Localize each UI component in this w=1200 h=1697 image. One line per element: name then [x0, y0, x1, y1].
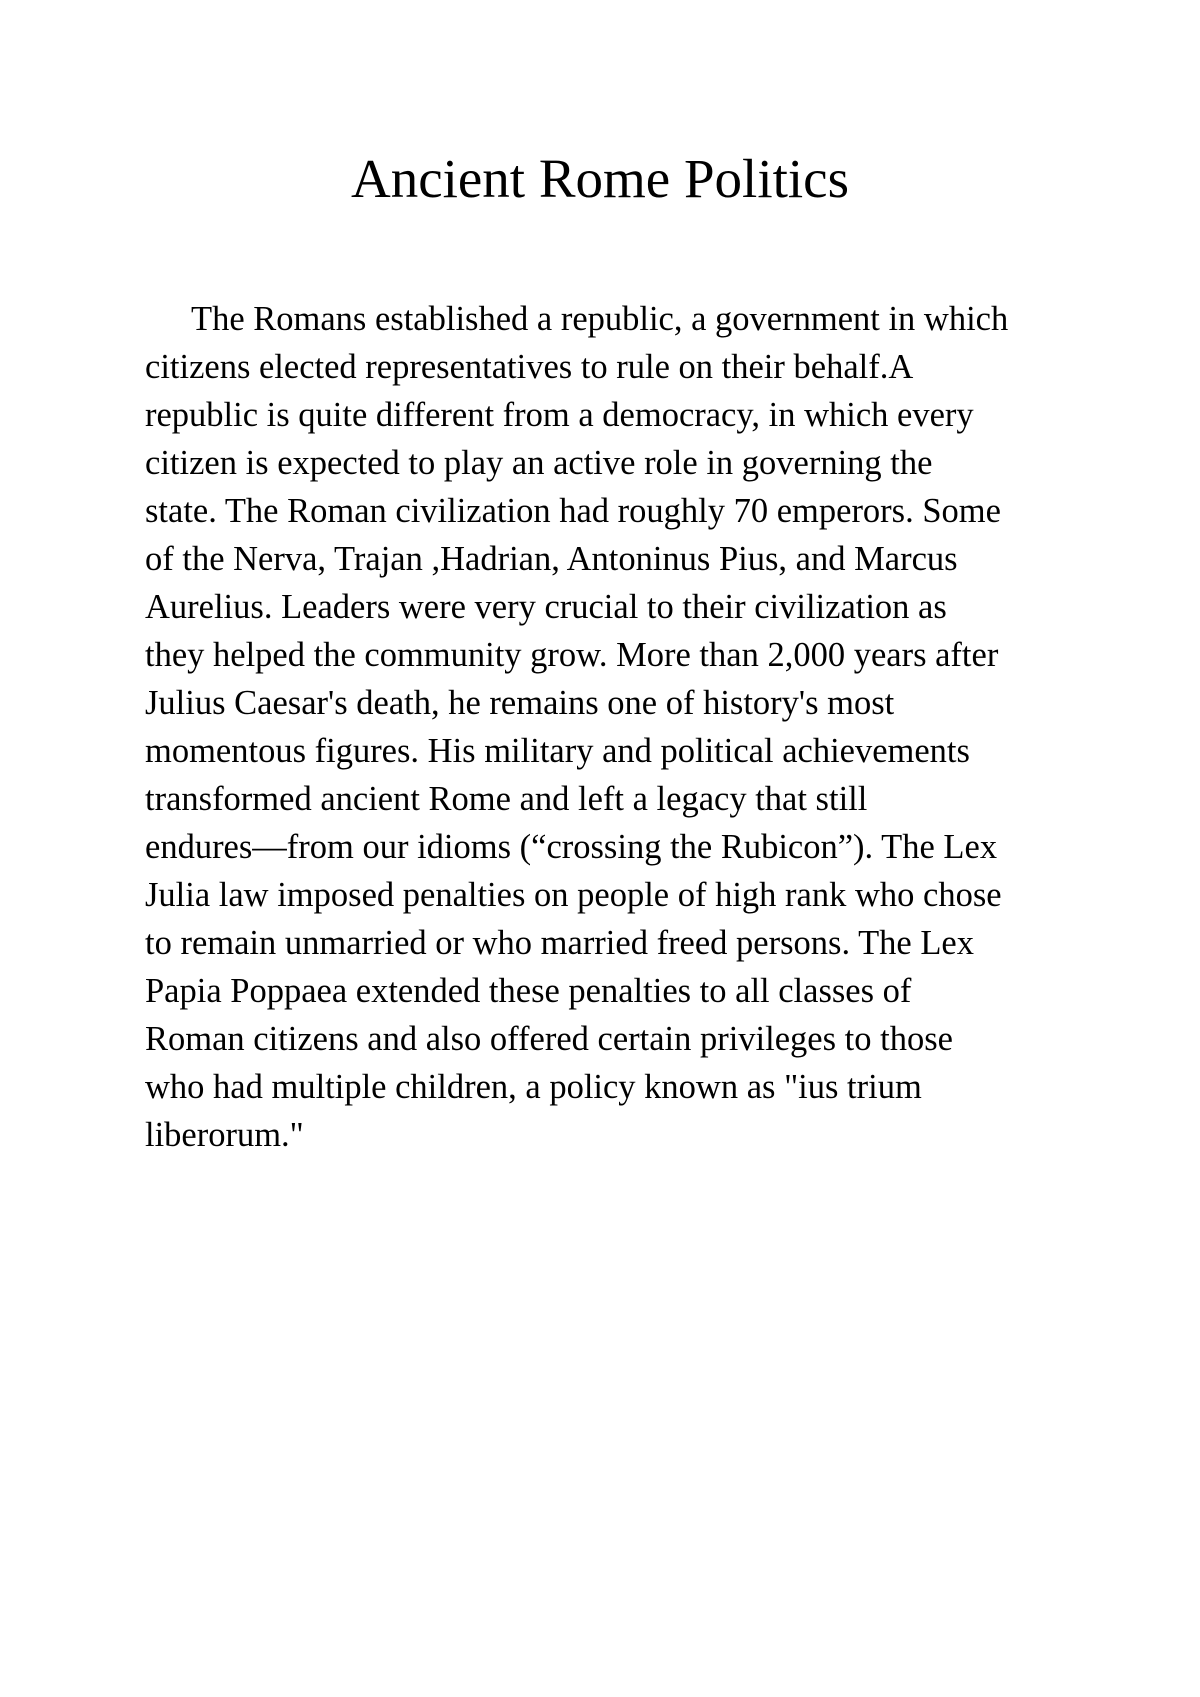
- paragraph-line: state. The Roman civilization had roughly 70 emperors. Some: [145, 492, 1001, 530]
- paragraph-line: endures—from our idioms (“crossing the Rubicon”). The Lex: [145, 828, 998, 866]
- body-paragraph: [145, 295, 1065, 1159]
- paragraph-line: liberorum.": [145, 1116, 304, 1154]
- paragraph-line: who had multiple children, a policy known as "ius trium: [145, 1068, 922, 1106]
- paragraph-line: of the Nerva, Trajan ,Hadrian, Antoninus Pius, and Marcus: [145, 540, 958, 578]
- paragraph-line: Aurelius. Leaders were very crucial to their civilization as: [145, 588, 947, 626]
- paragraph-line: The Romans established a republic, a government in which: [191, 300, 1009, 338]
- paragraph-line: republic is quite different from a democracy, in which every: [145, 396, 974, 434]
- paragraph-line: Julius Caesar's death, he remains one of history's most: [145, 684, 895, 722]
- paragraph-line: they helped the community grow. More than 2,000 years after: [145, 636, 999, 674]
- document-title: Ancient Rome Politics: [350, 148, 849, 209]
- paragraph-line: to remain unmarried or who married freed persons. The Lex: [145, 924, 974, 962]
- paragraph-line: citizen is expected to play an active role in governing the: [145, 444, 933, 482]
- paragraph-line: momentous figures. His military and political achievements: [145, 732, 970, 770]
- paragraph-line: Julia law imposed penalties on people of high rank who chose: [145, 876, 1002, 914]
- paragraph-line: Roman citizens and also offered certain privileges to those: [145, 1020, 953, 1058]
- paragraph-line: Papia Poppaea extended these penalties to all classes of: [145, 972, 912, 1010]
- paragraph-line: transformed ancient Rome and left a legacy that still: [145, 780, 868, 818]
- paragraph-line: citizens elected representatives to rule on their behalf.A: [145, 348, 914, 386]
